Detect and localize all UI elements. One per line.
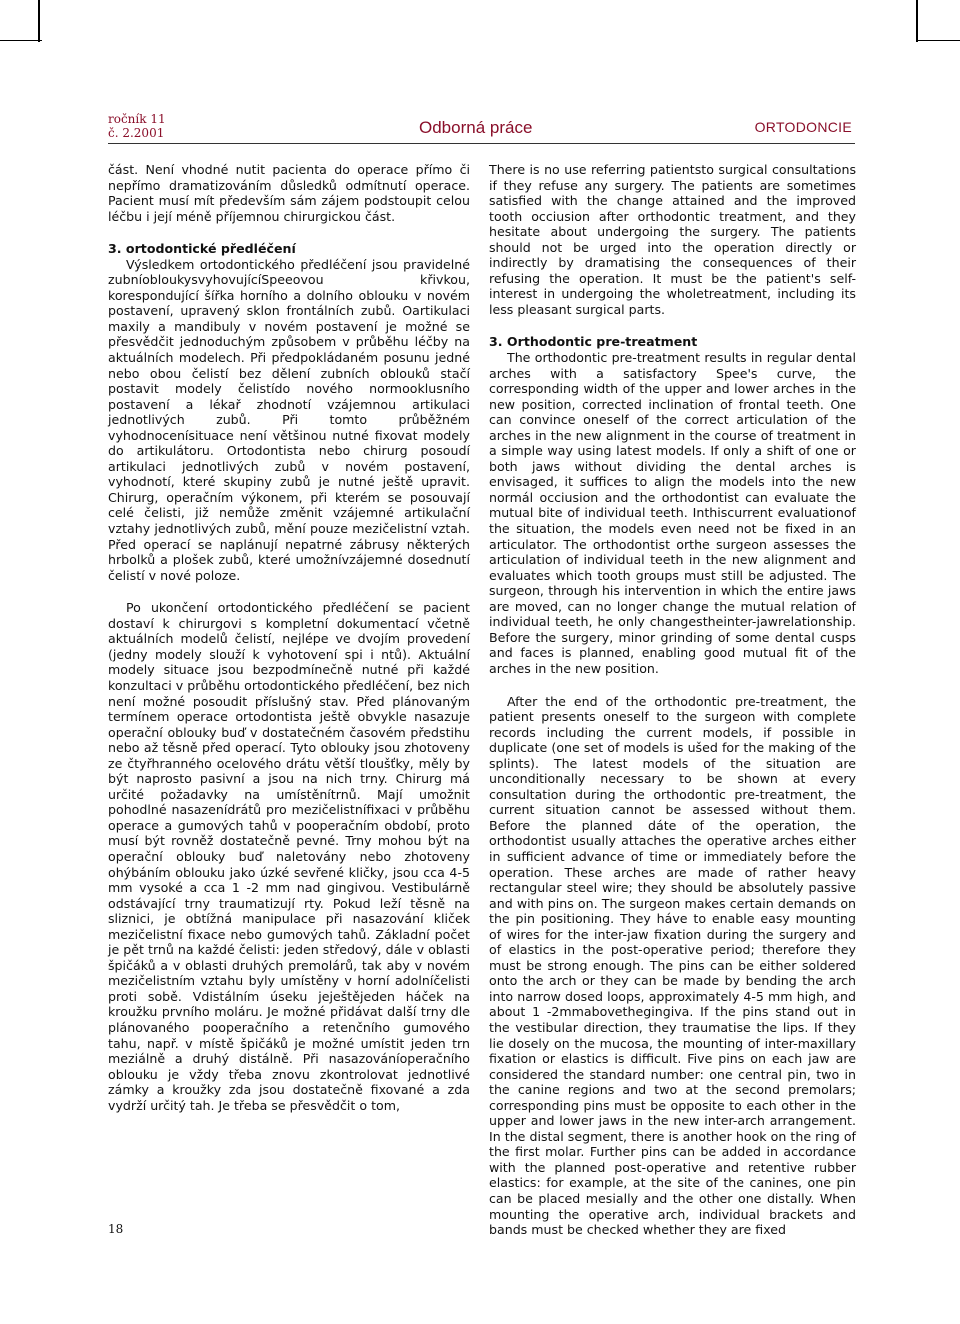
english-section-heading: 3. Orthodontic pre-treatment bbox=[489, 334, 698, 350]
section-type-title: Odborná práce bbox=[419, 118, 533, 137]
crop-mark bbox=[916, 0, 918, 42]
english-column bbox=[489, 162, 856, 1238]
czech-paragraph: část. Není vhodné nutit pacienta do operace přímo či nepřímo dramatizováním důsledků odmítnutí operace. Pacient musí mít především sám zájem podstoupit celou léčbu i její méně příjemnou chirurgickou část. bbox=[108, 162, 470, 224]
czech-column bbox=[108, 162, 470, 1113]
journal-issue-info bbox=[108, 112, 166, 140]
crop-mark bbox=[38, 0, 40, 42]
czech-paragraph: Výsledkem ortodontického předléčení jsou pravidelné zubníobloukysvyhovujícíSpeeovou křivkou, korespondující šířka horního a dolního oblouku v novém postavení, upravený sklon frontálních zubů. Oartikulaci maxily a mandibuly v novém postavení je možné se přesvědčit jednoduchým způsobem v průběhu léčby na aktuálních modelech. Při předpokládaném posunu jedné nebo obou čelistí bez dělení zubních oblouků stačí postavit modely čelistído nového normooklusního postavení a lékař zhodnotí vzájemnou artikulaci jednotlivých zubů. Při tomto průběžném vyhodnocenísituace není většinou nutné fixovat modely do artikulátoru. Ortodontista nebo chirurg posoudí artikulaci jednotlivých zubů v novém postavení, vyhodnotí, které skupiny zubů je nutné ještě upravit. Chirurg, operačním výkonem, při kterém se posouvají celé čelisti, již nemůže změnit vzájemné artikulační vztahy jednotlivých zubů, mění pouze mezičelistní vztah. Před operací se naplánují nepatrné zábrusy některých hrbolků a plošek zubů, které umožnívzájemné dosednutí čelistí v nové poloze. bbox=[108, 256, 470, 583]
header-rule bbox=[108, 143, 855, 144]
section-name: ORTODONCIE bbox=[754, 119, 852, 135]
czech-paragraph: Po ukončení ortodontického předléčení se pacient dostaví k chirurgovi s kompletní dokumentací včetně aktuálních modelů čelistí, nejlépe ve dvojím provedení (jedny modely slouží k vyhotovení spi i ntů). Aktuální modely situace jsou bezpodmínečně nutné při každé konzultaci v průběhu ortodontického předléčení, bez nich není možné posoudit příslušný stav. Před plánovaným termínem operace ortodontista ještě obvykle nasazuje operační oblouky buď v dostatečném časovém předstihu nebo až těsně před operací. Tyto oblouky jsou zhotoveny ze čtyřhranného ocelového drátu větší tloušťky, měly by být naprosto pasivní a jsou na nich trny. Chirurg má určité požadavky na umístěnítrnů. Mají umožnit pohodlné nasazenídrátů pro mezičelistnífixaci v průběhu operace a gumových tahů v pooperačním období, proto musí být rovněž dostatečně pevné. Trny mohou být na operační oblouky buď naletovány nebo zhotoveny ohýbáním oblouku jako úzké sevřené kličky, jsou cca 4-5 mm vysoké a cca 1 -2 mm nad gingivou. Vestibulárně odstávající trny traumatizují rty. Pokud leží těsně na sliznici, je obtížná manipulace při nasazování kliček mezičelistní fixace nebo gumových tahů. Základní počet je pět trnů na každé čelisti: jeden středový, dále v oblasti špičáků a v oblasti druhých premolárů, tak aby v novém mezičelistním vztahu byly umístěny v horní adolníčelisti proti sobě. Vdistálním úseku jeještějeden háček na kroužku prvního moláru. Je možné přidávat další trny dle plánovaného pooperačního a retenčního gumového tahu, např. v místě špičáků je možné umístit jeden trn meziálně a druhý distálně. Při nasazováníoperačního oblouku je vždy třeba znovu zkontrolovat jednotlivé zámky a kroužky zda jsou dostatečně fixované a zda vydrží určitý tah. Je třeba se přesvědčit o tom, bbox=[108, 600, 470, 1113]
journal-volume: ročník 11 bbox=[108, 112, 166, 126]
english-paragraph: After the end of the orthodontic pre-treatment, the patient presents oneself to the surgeon with complete records including the current models, if possible in duplicate (one set of models is ušed for the making of the splints). The latest models of the situation are unconditionally necessary to be shown at every consultation during the orthodontic pre-treatment, the current situation cannot be assessed without them. Before the planned dáte of the operation, the orthodontist usually attaches the operative arches either in sufficient advance of time or immediately before the operation. These arches are made of rather heavy rectangular steel wire; they should be absolutely passive and with pins on. The surgeon makes certain demands on the pin positioning. They háve to enable easy mounting of wires for the inter-jaw fixation during the surgery and of elastics in the post-operative period; therefore they must be strong enough. The pins can be either soldered onto the arch or they can be made by bending the arch into narrow dosed loops, approximately 4-5 mm high, and about 1 -2mmabovethegingiva. If the pins stand out in the vestibular direction, they traumatise the lips. If they lie dosely on the mucosa, the mounting of inter-maxillary fixation or elastics is difficult. Five pins on each jaw are considered the standard number: one central pin, two in the canine regions and two at the second premolars; corresponding pins must be opposite to each other in the upper and lower jaws in the new inter-arch arrangement. In the distal segment, there is another hook on the ring of the first molar. Further pins can be added in accordance with the planned post-operative and retentive rubber elastics: for example, at the site of the canines, one pin can be placed mesially and the other one distally. When mounting the operative arch, individual brackets and bands must be checked whether they are fixed bbox=[489, 693, 856, 1238]
english-paragraph: There is no use referring patientsto surgical consultations if they refuse any surgery. The patients are sometimes satisfied with the change attained and the improved tooth occiusion after orthodontic treatment, and they hesitate about undergoing the surgery. The patients should not be urged into the operation directly or indirectly by dramatising the consequences of their refusing the operation. It must be the patient's self-interest in undergoing the wholetreatment, including its less pleasant surgical parts. bbox=[489, 162, 856, 317]
page-number: 18 bbox=[108, 1222, 124, 1236]
crop-mark bbox=[0, 40, 42, 41]
journal-issue: č. 2.2001 bbox=[108, 126, 165, 140]
crop-mark bbox=[916, 40, 960, 41]
czech-section-heading: 3. ortodontické předléčení bbox=[108, 241, 296, 257]
english-paragraph: The orthodontic pre-treatment results in regular dental arches with a satisfactory Spee's curve, the corresponding width of the upper and lower arches in the new position, corrected inclination of frontal teeth. One can convince oneself of the correct articulation of the arches in the new alignment in the course of treatment in a simple way using latest models. If only a shift of one or both jaws without dividing the dental arches is envisaged, it suffices to align the models into the new normál occiusion and the orthodontist can evaluate the mutual bite of individual teeth. Inthiscurrent evaluationof the situation, the models even need not be fixed in an articulator. The orthodontist orthe surgeon assesses the articulation of individual teeth in the new alignment and evaluates which tooth groups must still be adjusted. The surgeon, through his intervention in which the entire jaws are moved, can no longer change the mutual relation of individual teeth, he only changestheinter-jawrelationship. Before the surgery, minor grinding of some dental cusps and faces is planned, enabling good mutual fit of the arches in the new position. bbox=[489, 350, 856, 676]
